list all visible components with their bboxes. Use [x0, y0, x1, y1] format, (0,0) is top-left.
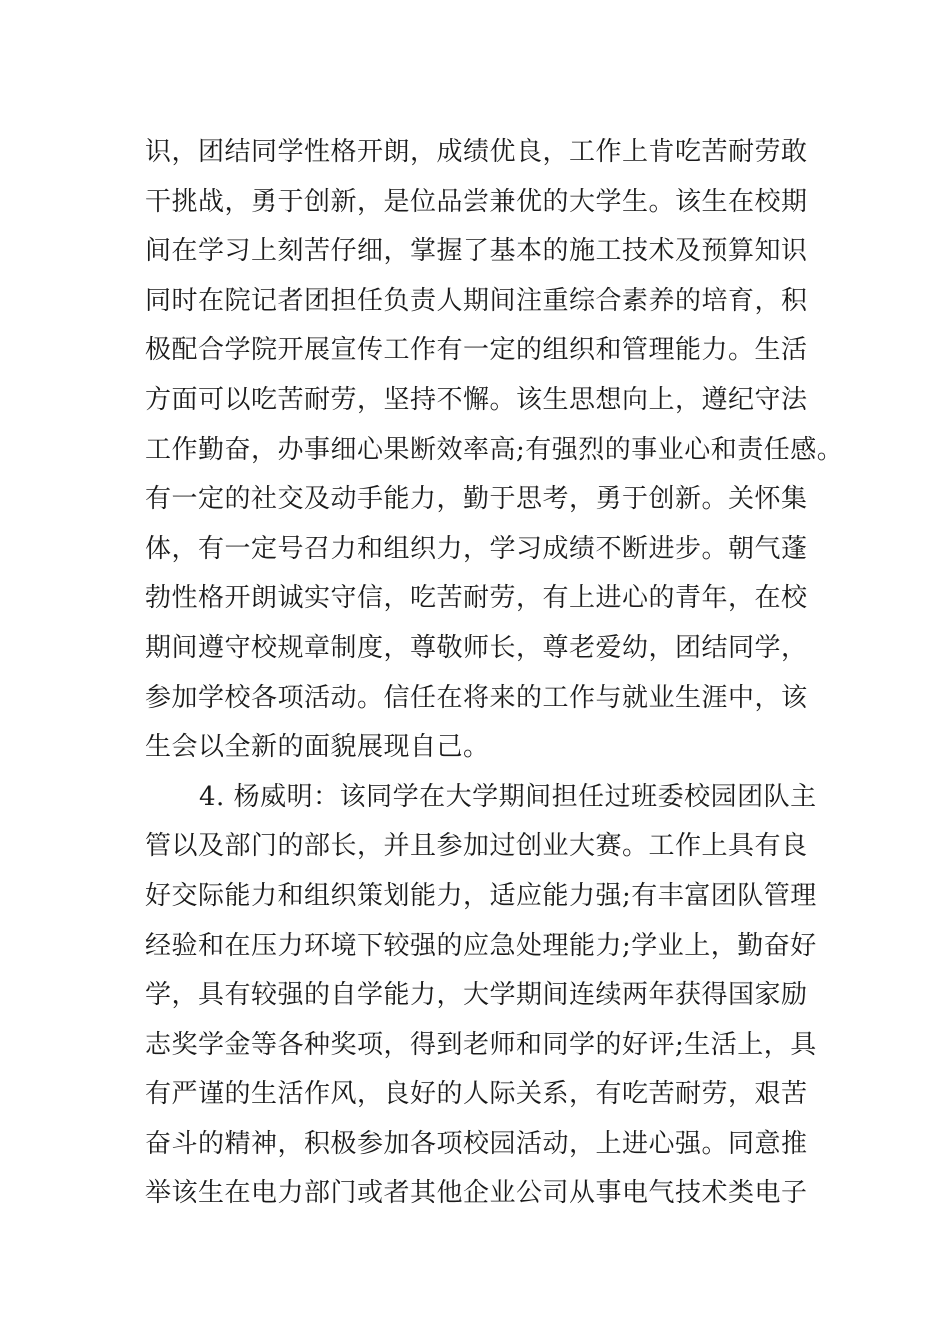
text-line: 方面可以吃苦耐劳，坚持不懈。该生思想向上，遵纪守法: [145, 384, 808, 415]
text-line: 工作勤奋，办事细心果断效率高;有强烈的事业心和责任感。: [145, 434, 844, 465]
text-line: 志奖学金等各种奖项，得到老师和同学的好评;生活上，具: [145, 1029, 817, 1060]
text-line: 参加学校各项活动。信任在将来的工作与就业生涯中，该: [145, 682, 808, 713]
text-line: 勃性格开朗诚实守信，吃苦耐劳，有上进心的青年，在校: [145, 583, 808, 614]
text-line: 有严谨的生活作风，良好的人际关系，有吃苦耐劳，艰苦: [145, 1079, 808, 1110]
text-line: 经验和在压力环境下较强的应急处理能力;学业上，勤奋好: [145, 930, 817, 961]
text-line: 同时在院记者团担任负责人期间注重综合素养的培育，积: [145, 285, 808, 316]
text-line: 期间遵守校规章制度，尊敬师长，尊老爱幼，团结同学，: [145, 632, 808, 663]
text-line: 生会以全新的面貌展现自己。: [145, 732, 490, 763]
text-line: 识，团结同学性格开朗，成绩优良，工作上肯吃苦耐劳敢: [145, 137, 808, 167]
text-line: 体，有一定号召力和组织力，学习成绩不断进步。朝气蓬: [145, 533, 808, 564]
paragraph-start-line: 4. 杨威明：该同学在大学期间担任过班委校园团队主: [199, 781, 817, 812]
text-line: 举该生在电力部门或者其他企业公司从事电气技术类电子: [145, 1178, 808, 1209]
text-line: 奋斗的精神，积极参加各项校园活动，上进心强。同意推: [145, 1128, 808, 1159]
text-line: 有一定的社交及动手能力，勤于思考，勇于创新。关怀集: [145, 484, 808, 515]
text-line: 学，具有较强的自学能力，大学期间连续两年获得国家励: [145, 980, 808, 1011]
text-line: 管以及部门的部长，并且参加过创业大赛。工作上具有良: [145, 831, 808, 862]
text-line: 干挑战，勇于创新，是位品尝兼优的大学生。该生在校期: [145, 186, 808, 217]
text-line: 极配合学院开展宣传工作有一定的组织和管理能力。生活: [145, 335, 808, 366]
text-line: 间在学习上刻苦仔细，掌握了基本的施工技术及预算知识: [145, 236, 808, 267]
text-line: 好交际能力和组织策划能力，适应能力强;有丰富团队管理: [145, 880, 817, 911]
document-body: [145, 128, 845, 1219]
